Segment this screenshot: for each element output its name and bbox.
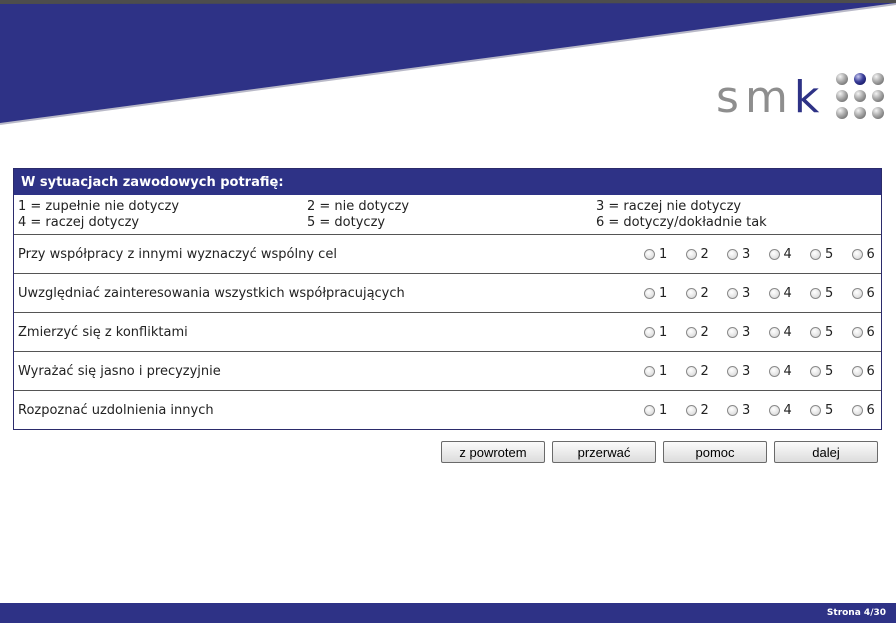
rating-option-label: 2 [700,364,709,379]
radio-button[interactable] [852,327,863,338]
legend-item-2: 2 = nie dotyczy [307,199,410,214]
rating-option[interactable] [686,286,728,301]
rating-option-label: 5 [825,364,834,379]
logo-letter-k: k [793,72,826,123]
radio-button[interactable] [727,288,738,299]
radio-button[interactable] [686,366,697,377]
question-label: Rozpoznać uzdolnienia innych [18,403,214,418]
next-button[interactable]: dalej [774,441,878,463]
question-label: Uwzględniać zainteresowania wszystkich współpracujących [18,286,405,301]
legend-item-6: 6 = dotyczy/dokładnie tak [596,215,767,230]
question-label: Wyrażać się jasno i precyzyjnie [18,364,221,379]
scale-legend [14,195,881,235]
rating-option-label: 5 [825,286,834,301]
rating-option[interactable] [644,286,686,301]
radio-button[interactable] [810,327,821,338]
radio-button[interactable] [852,249,863,260]
rating-option[interactable] [644,403,686,418]
rating-option[interactable] [769,247,811,262]
legend-item-5: 5 = dotyczy [307,215,386,230]
rating-option[interactable] [769,403,811,418]
rating-option-label: 6 [866,403,875,418]
rating-option[interactable] [686,403,728,418]
rating-option[interactable] [852,325,894,340]
question-label: Zmierzyć się z konfliktami [18,325,188,340]
rating-option-label: 2 [700,247,709,262]
rating-option-label: 4 [783,364,792,379]
logo-letter-s: s [716,72,745,123]
rating-option[interactable] [727,286,769,301]
rating-option[interactable] [810,286,852,301]
rating-option-label: 2 [700,286,709,301]
logo-letter-m: m [744,72,794,123]
rating-option-label: 5 [825,403,834,418]
rating-option-label: 3 [742,286,751,301]
radio-button[interactable] [644,327,655,338]
question-row [14,352,881,391]
radio-button[interactable] [727,366,738,377]
rating-option[interactable] [810,247,852,262]
rating-scale [644,247,893,262]
rating-option[interactable] [769,364,811,379]
rating-option-label: 3 [742,403,751,418]
rating-option[interactable] [810,325,852,340]
questionnaire-panel [13,168,882,430]
rating-option[interactable] [769,286,811,301]
question-row [14,235,881,274]
legend-item-3: 3 = raczej nie dotyczy [596,199,742,214]
rating-option-label: 4 [783,325,792,340]
rating-option[interactable] [852,286,894,301]
abort-button[interactable]: przerwać [552,441,656,463]
rating-option[interactable] [769,325,811,340]
rating-option[interactable] [686,364,728,379]
rating-option[interactable] [810,403,852,418]
footer-bar [0,603,896,623]
rating-option-label: 4 [783,403,792,418]
page-counter: Strona 4/30 [826,608,886,618]
radio-button[interactable] [810,405,821,416]
rating-option[interactable] [644,364,686,379]
radio-button[interactable] [686,405,697,416]
question-row [14,313,881,352]
radio-button[interactable] [727,249,738,260]
rating-option-label: 5 [825,247,834,262]
rating-option-label: 3 [742,247,751,262]
radio-button[interactable] [686,288,697,299]
radio-button[interactable] [852,288,863,299]
rating-option[interactable] [852,247,894,262]
smk-logo-text [716,72,826,123]
radio-button[interactable] [852,366,863,377]
rating-option-label: 4 [783,286,792,301]
rating-option[interactable] [810,364,852,379]
radio-button[interactable] [769,288,780,299]
rating-option-label: 6 [866,247,875,262]
logo-dots-icon [834,72,890,122]
radio-button[interactable] [644,405,655,416]
question-list [14,235,881,429]
rating-scale [644,325,893,340]
radio-button[interactable] [727,327,738,338]
radio-button[interactable] [686,327,697,338]
rating-option-label: 2 [700,325,709,340]
rating-option[interactable] [727,325,769,340]
radio-button[interactable] [769,405,780,416]
back-button[interactable]: z powrotem [441,441,545,463]
legend-item-4: 4 = raczej dotyczy [18,215,140,230]
rating-option-label: 1 [659,286,668,301]
rating-scale [644,403,893,418]
rating-option[interactable] [644,247,686,262]
rating-option-label: 5 [825,325,834,340]
rating-option-label: 1 [659,247,668,262]
rating-option[interactable] [727,364,769,379]
radio-button[interactable] [686,249,697,260]
rating-option[interactable] [727,403,769,418]
question-row [14,391,881,429]
rating-option-label: 2 [700,403,709,418]
rating-option[interactable] [686,325,728,340]
rating-option-label: 1 [659,403,668,418]
rating-option[interactable] [644,325,686,340]
radio-button[interactable] [852,405,863,416]
rating-option-label: 1 [659,325,668,340]
rating-option-label: 6 [866,286,875,301]
question-label: Przy współpracy z innymi wyznaczyć wspólny cel [18,247,337,262]
rating-option[interactable] [727,247,769,262]
radio-button[interactable] [644,366,655,377]
rating-option[interactable] [852,364,894,379]
rating-option-label: 3 [742,325,751,340]
panel-title: W sytuacjach zawodowych potrafię: [14,169,881,195]
rating-scale [644,364,893,379]
navigation-buttons [441,441,885,463]
rating-option[interactable] [686,247,728,262]
radio-button[interactable] [644,288,655,299]
rating-option-label: 6 [866,364,875,379]
help-button[interactable]: pomoc [663,441,767,463]
radio-button[interactable] [769,366,780,377]
rating-option[interactable] [852,403,894,418]
rating-option-label: 6 [866,325,875,340]
rating-option-label: 3 [742,364,751,379]
radio-button[interactable] [810,288,821,299]
radio-button[interactable] [644,249,655,260]
radio-button[interactable] [810,366,821,377]
rating-option-label: 4 [783,247,792,262]
rating-option-label: 1 [659,364,668,379]
rating-scale [644,286,893,301]
legend-item-1: 1 = zupełnie nie dotyczy [18,199,180,214]
radio-button[interactable] [769,249,780,260]
radio-button[interactable] [769,327,780,338]
radio-button[interactable] [727,405,738,416]
question-row [14,274,881,313]
radio-button[interactable] [810,249,821,260]
